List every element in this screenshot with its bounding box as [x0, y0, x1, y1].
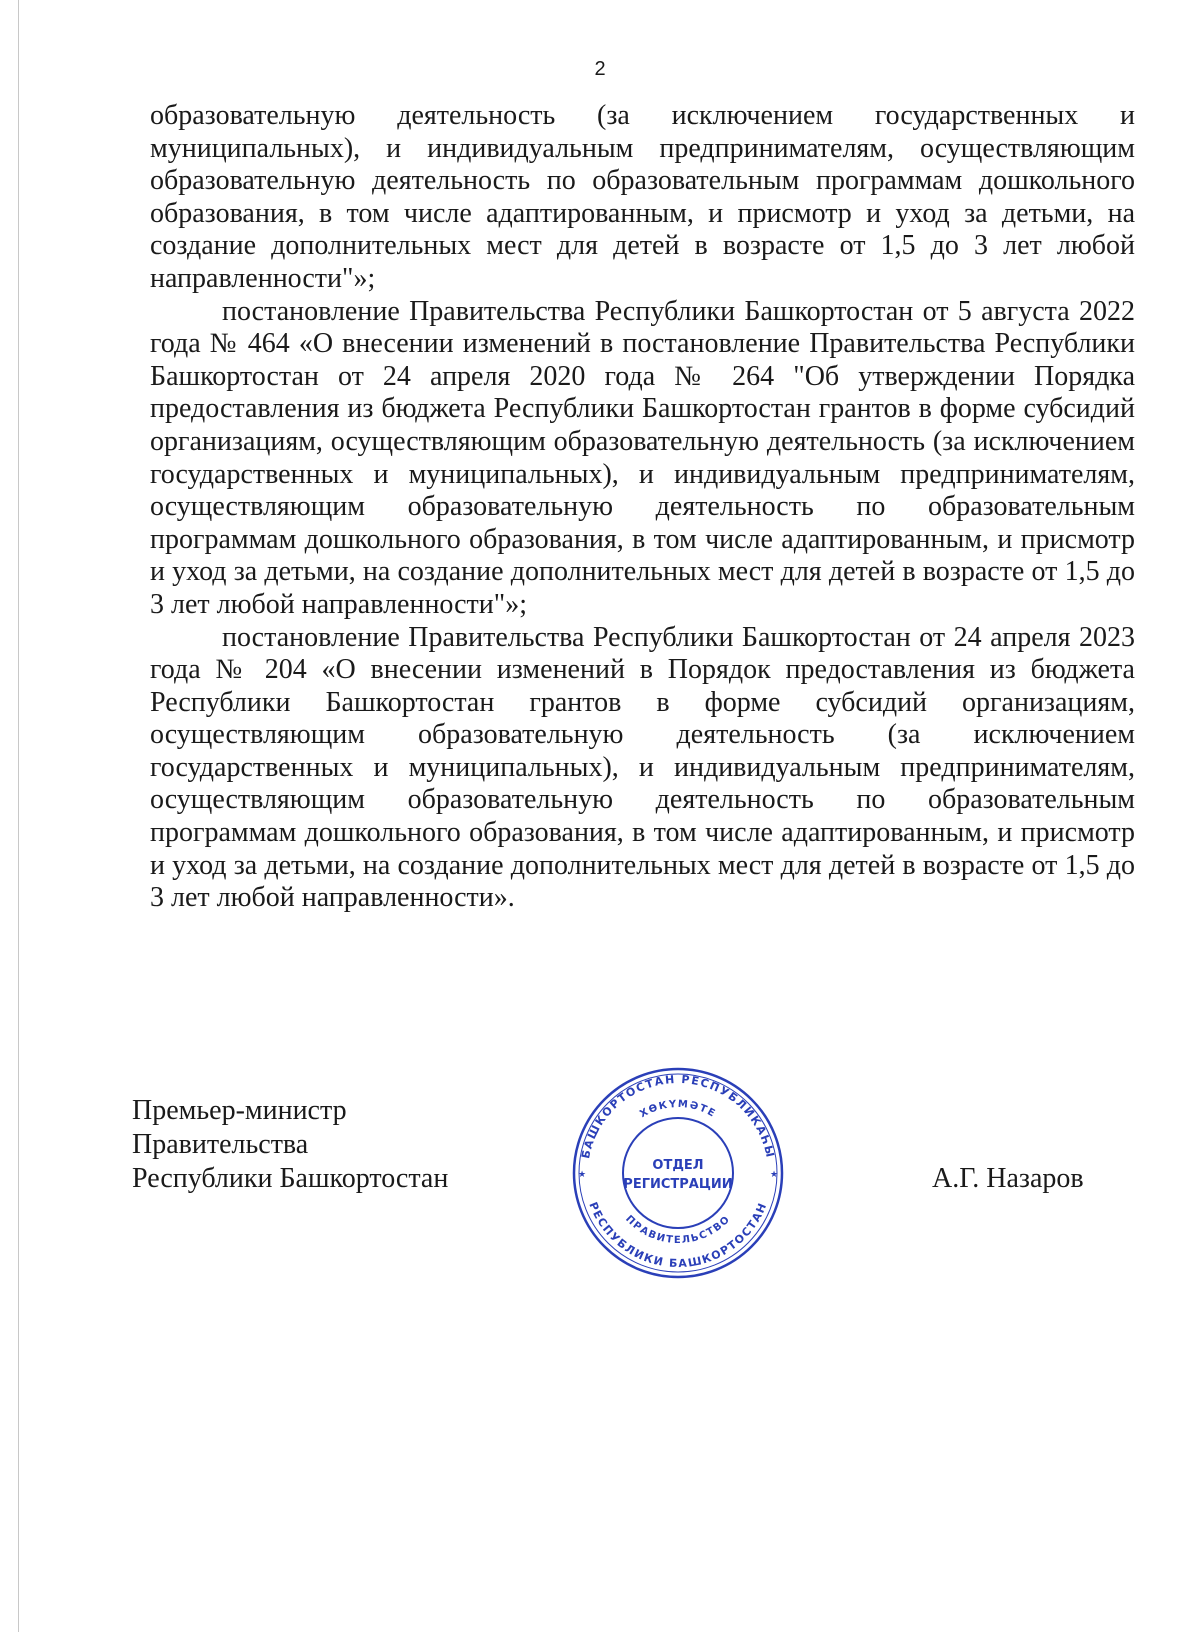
stamp-outer-bottom-text: РЕСПУБЛИКИ БАШКОРТОСТАН — [586, 1200, 770, 1271]
signer-name: А.Г. Назаров — [932, 1163, 1084, 1194]
signer-title-line: Республики Башкортостан — [132, 1163, 449, 1194]
paragraph-resolution-464: постановление Правительства Республики Башкортостан от 5 августа 2022 года № 464 «О внесении изменений в постановление Правительства Республики Башкортостан от 24 апреля 2020 года № 264 "Об утверждении Порядка предоставления из бюджета Республики Башкортостан грантов в форме субсидий организациям, осуществляющим образовательную деятельность (за исключением государственных и муниципальных), и индивидуальным предпринимателям, осуществляющим образовательную деятельность по образовательным программам дошкольного образования, в том числе адаптированным, и присмотр и уход за детьми, на создание дополнительных мест для детей в возрасте от 1,5 до 3 лет любой направленности"»; — [150, 295, 1135, 620]
page-number: 2 — [594, 58, 606, 80]
paragraph-resolution-204: постановление Правительства Республики Башкортостан от 24 апреля 2023 года № 204 «О внесении изменений в Порядок предоставления из бюджета Республики Башкортостан грантов в форме субсидий организациям, осуществляющим образовательную деятельность (за исключением государственных и муниципальных), и индивидуальным предпринимателям, осуществляющим образовательную деятельность по образовательным программам дошкольного образования, в том числе адаптированным, и присмотр и уход за детьми, на создание дополнительных мест для детей в возрасте от 1,5 до 3 лет любой направленности». — [150, 621, 1135, 914]
signer-title-line: Правительства — [132, 1129, 309, 1160]
stamp-inner-bottom-text: ПРАВИТЕЛЬСТВО — [623, 1213, 733, 1247]
document-body — [150, 100, 1135, 915]
stamp-star-left: ★ — [577, 1170, 587, 1180]
signer-title — [132, 1094, 448, 1196]
registration-stamp — [568, 1063, 788, 1283]
stamp-inner-top-text: ХӨКҮМӘТЕ — [638, 1098, 718, 1121]
scan-edge-line — [18, 0, 19, 1632]
paragraph-continuation: образовательную деятельность (за исключением государственных и муниципальных), и индивидуальным предпринимателям, осуществляющим образовательную деятельность по образовательным программам дошкольного образования, в том числе адаптированным, и присмотр и уход за детьми, на создание дополнительных мест для детей в возрасте от 1,5 до 3 лет любой направленности"»; — [150, 100, 1135, 294]
stamp-star-right: ★ — [769, 1170, 779, 1180]
stamp-inner-ring — [623, 1118, 733, 1228]
stamp-graphic — [568, 1063, 788, 1283]
stamp-center-line-1: ОТДЕЛ — [652, 1158, 704, 1173]
stamp-center-line-2: РЕГИСТРАЦИИ — [623, 1177, 733, 1192]
stamp-outer-top-text: БАШКОРТОСТАН РЕСПУБЛИКАҺЫ — [579, 1072, 777, 1160]
signer-title-line: Премьер-министр — [132, 1095, 347, 1126]
